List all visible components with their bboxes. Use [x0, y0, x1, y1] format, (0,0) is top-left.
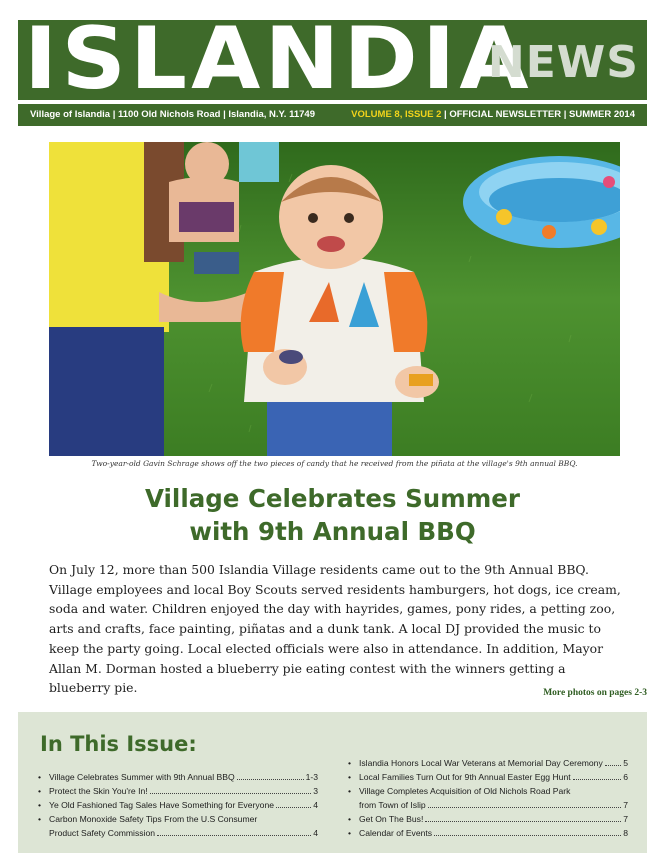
- toc-item-page: 3: [313, 786, 318, 796]
- toc-item-page: 5: [623, 758, 628, 768]
- toc-item: • Calendar of Events 8: [348, 828, 628, 838]
- toc-item: • Get On The Bus! 7: [348, 814, 628, 824]
- issue-info: [351, 109, 635, 120]
- toc-item-title: Get On The Bus!: [359, 814, 424, 824]
- info-bar: [18, 104, 647, 126]
- toc-item-page: 6: [623, 772, 628, 782]
- photo-caption: Two-year-old Gavin Schrage shows off the two pieces of candy that he received from the piñata at the village's 9th annual BBQ.: [91, 459, 578, 468]
- toc-item-title: Local Families Turn Out for 9th Annual Easter Egg Hunt: [359, 772, 571, 782]
- toc-item-title: Ye Old Fashioned Tag Sales Have Something for Everyone: [49, 800, 275, 810]
- headline-line-1: Village Celebrates Summer: [145, 484, 520, 513]
- toc-item: • Village Celebrates Summer with 9th Annual BBQ 1-3: [38, 772, 318, 782]
- toc-item-page: 4: [313, 800, 318, 810]
- toc-item-title: Protect the Skin You're In!: [49, 786, 148, 796]
- article-headline: [30, 482, 635, 548]
- toc-list-left: [38, 770, 318, 840]
- background-legs: [239, 142, 279, 182]
- toc-item-title-cont: from Town of Islip: [359, 800, 426, 810]
- masthead-title: ISLANDIA: [24, 20, 533, 100]
- in-this-issue-box: [18, 712, 647, 853]
- toc-item-title: Village Celebrates Summer with 9th Annual BBQ: [49, 772, 235, 782]
- toc-item-page: 1-3: [305, 772, 318, 782]
- toc-item: • Islandia Honors Local War Veterans at Memorial Day Ceremony 5: [348, 758, 628, 768]
- toc-item-page: 4: [313, 828, 318, 838]
- toc-item-title: Village Completes Acquisition of Old Nichols Road Park: [359, 786, 571, 796]
- newsletter-meta: | OFFICIAL NEWSLETTER | SUMMER 2014: [441, 109, 635, 120]
- toc-item-title: Carbon Monoxide Safety Tips From the U.S Consumer: [49, 814, 258, 824]
- more-photos-link: More photos on pages 2-3: [543, 688, 647, 698]
- headline-line-2: with 9th Annual BBQ: [189, 517, 476, 546]
- toc-list-right: [348, 756, 628, 840]
- toc-item: • Ye Old Fashioned Tag Sales Have Something for Everyone 4: [38, 800, 318, 810]
- toc-item-title-cont: Product Safety Commission: [49, 828, 156, 838]
- toc-item: • Village Completes Acquisition of Old Nichols Road Park from Town of Islip 7: [348, 786, 628, 810]
- toc-item: • Protect the Skin You're In! 3: [38, 786, 318, 796]
- toc-item-title: Islandia Honors Local War Veterans at Memorial Day Ceremony: [359, 758, 603, 768]
- toc-item-page: 8: [623, 828, 628, 838]
- toc-item: • Carbon Monoxide Safety Tips From the U.S Consumer Product Safety Commission 4: [38, 814, 318, 838]
- toc-item-title: Calendar of Events: [359, 828, 433, 838]
- photo-illustration: [49, 142, 620, 456]
- toc-title: In This Issue:: [40, 732, 197, 756]
- issue-number: VOLUME 8, ISSUE 2: [351, 109, 442, 120]
- village-address: Village of Islandia | 1100 Old Nichols Road | Islandia, N.Y. 11749: [30, 109, 315, 120]
- article-body: On July 12, more than 500 Islandia Village residents came out to the 9th Annual BBQ. Village employees and local Boy Scouts served residents hamburgers, hot dogs, ice cream, soda and water. Children enjoyed the day with hayrides, games, pony rides, a petting zoo, arts and crafts, face painting, piñatas and a dunk tank. A local DJ provided the music to keep the party going. Local elected officials were also in attendance. In addition, Mayor Allan M. Dorman hosted a blueberry pie eating contest with the winners getting a blueberry pie.: [49, 562, 621, 696]
- toc-item-page: 7: [623, 814, 628, 824]
- toc-item: • Local Families Turn Out for 9th Annual Easter Egg Hunt 6: [348, 772, 628, 782]
- bbq-photo: [49, 142, 620, 456]
- toc-item-page: 7: [623, 800, 628, 810]
- masthead-subtitle: NEWS: [487, 37, 639, 88]
- masthead: [18, 20, 647, 100]
